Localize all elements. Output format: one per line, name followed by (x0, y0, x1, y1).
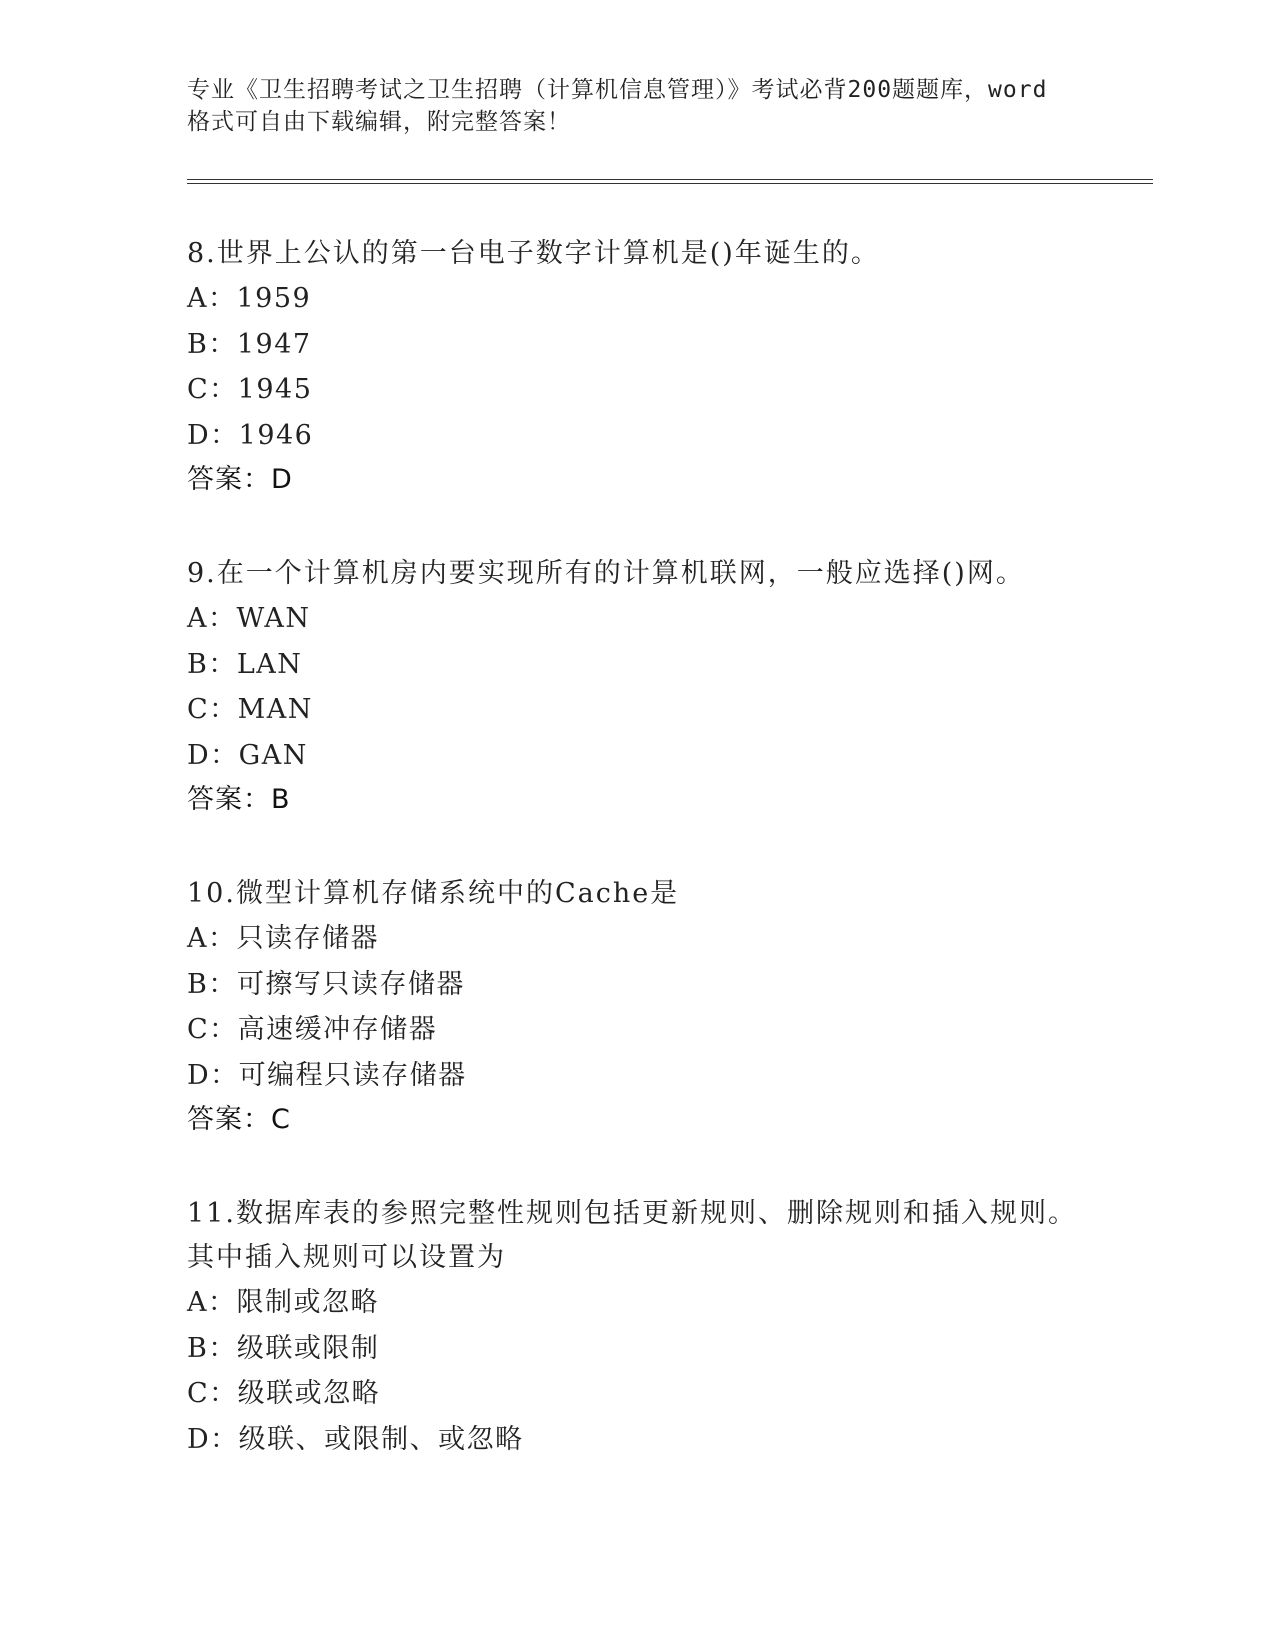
question-10 (187, 872, 1127, 1142)
option-a: A：WAN (187, 603, 311, 634)
question-stem (187, 552, 1127, 596)
option-d: D：1946 (187, 419, 314, 451)
header-divider-top (187, 179, 1153, 180)
answer-text: 答案：C (187, 1104, 291, 1135)
option-d: D：可编程只读存储器 (187, 1059, 467, 1091)
option-a: A：1959 (187, 283, 312, 314)
header-line-2: 格式可自由下载编辑，附完整答案！ (187, 109, 571, 135)
option-c: C：级联或忽略 (187, 1378, 381, 1409)
answer-text: 答案：D (187, 464, 293, 495)
question-stem (187, 232, 1127, 276)
option-b: B：可擦写只读存储器 (187, 968, 465, 1000)
question-stem (187, 872, 1127, 916)
answer-text: 答案：B (187, 784, 291, 815)
option-b: B：级联或限制 (187, 1332, 380, 1364)
question-9 (187, 552, 1127, 822)
option-a: A：限制或忽略 (187, 1287, 379, 1318)
question-stem-line: 10.微型计算机存储系统中的Cache是 (187, 878, 680, 909)
header-divider-bottom (187, 183, 1153, 184)
question-stem-line: 11.数据库表的参照完整性规则包括更新规则、删除规则和插入规则。 (187, 1198, 1077, 1229)
option-b: B：1947 (187, 328, 312, 360)
question-11 (187, 1192, 1127, 1462)
question-stem-line: 9.在一个计算机房内要实现所有的计算机联网，一般应选择()网。 (187, 558, 1025, 589)
question-8 (187, 232, 1127, 502)
question-stem-line: 8.世界上公认的第一台电子数字计算机是()年诞生的。 (187, 238, 880, 269)
option-d: D：GAN (187, 739, 308, 771)
option-c: C：高速缓冲存储器 (187, 1014, 438, 1045)
question-stem-line: 其中插入规则可以设置为 (187, 1242, 506, 1273)
option-c: C：1945 (187, 374, 313, 405)
option-b: B：LAN (187, 648, 303, 680)
question-stem (187, 1192, 1127, 1280)
option-d: D：级联、或限制、或忽略 (187, 1423, 524, 1455)
header-line-1: 专业《卫生招聘考试之卫生招聘（计算机信息管理）》考试必背200题题库，word (187, 77, 1048, 103)
option-c: C：MAN (187, 694, 313, 725)
document-header (187, 74, 1087, 138)
option-a: A：只读存储器 (187, 923, 379, 954)
